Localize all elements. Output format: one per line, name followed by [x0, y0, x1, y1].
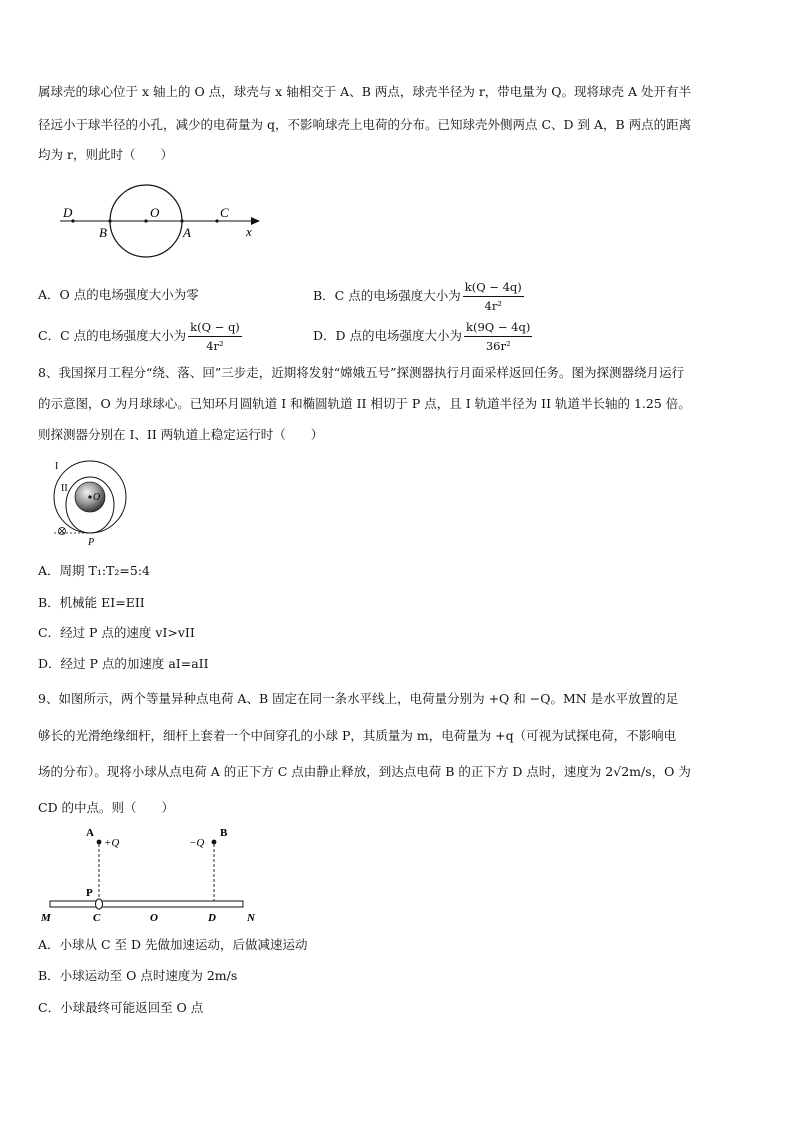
q7-label-A: A [183, 225, 191, 240]
q9-text-line-4: CD 的中点。则（ ） [38, 800, 175, 815]
q7-option-c-prefix: C．C 点的电场强度大小为 [38, 328, 187, 343]
q7-option-d-prefix: D．D 点的电场强度大小为 [313, 328, 463, 343]
q7-option-b [313, 278, 524, 315]
q9-label-D: D [208, 912, 216, 924]
q9-text-line-1: 9、如图所示，两个等量异种点电荷 A、B 固定在同一条水平线上，电荷量分别为 +Q 和 −Q。MN 是水平放置的足 [38, 691, 679, 706]
q8-text-line-2: 的示意图，O 为月球球心。已知环月圆轨道 I 和椭圆轨道 II 相切于 P 点，且 I 轨道半径为 II 轨道半长轴的 1.25 倍。 [38, 396, 691, 411]
q7-option-d-fraction: $\frac{k(9Q - 4q)}{\text{36r²}}$ [466, 320, 531, 353]
q7-option-c [38, 318, 242, 355]
q9-label-A: A [86, 827, 94, 839]
q9-label-O: O [150, 912, 158, 924]
q9-option-b: B．小球运动至 O 点时速度为 2m/s [38, 968, 238, 983]
q9-label-C: C [93, 912, 101, 924]
q8-label-I: I [55, 461, 59, 472]
q8-option-d: D．经过 P 点的加速度 aI=aII [38, 656, 209, 671]
q8-option-c: C．经过 P 点的速度 vI>vII [38, 625, 195, 640]
q7-label-D: D [63, 205, 73, 220]
q7-label-x: x [246, 224, 252, 239]
q8-label-P: P [88, 537, 95, 547]
q9-text-line-3: 场的分布）。现将小球从点电荷 A 的正下方 C 点由静止释放，到达点电荷 B 的正下方 D 点时，速度为 2√2m/s，O 为 [38, 764, 691, 779]
q8-label-O: O [93, 492, 101, 503]
q9-label-N: N [247, 912, 255, 924]
q9-label-P: P [86, 887, 93, 899]
q7-label-C: C [220, 205, 229, 220]
q9-text-line-2: 够长的光滑绝缘细杆，细杆上套着一个中间穿孔的小球 P，其质量为 m，电荷量为 +q（可视为试探电荷，不影响电 [38, 728, 677, 743]
q7-text-line-1: 属球壳的球心位于 x 轴上的 O 点，球壳与 x 轴相交于 A、B 两点，球壳半径为 r，带电量为 Q。现将球壳 A 处开有半 [38, 84, 691, 99]
q9-option-a: A．小球从 C 至 D 先做加速运动，后做减速运动 [38, 937, 308, 952]
q8-text-line-1: 8、我国探月工程分“绕、落、回”三步走，近期将发射“嫦娥五号”探测器执行月面采样返回任务。图为探测器绕月运行 [38, 365, 685, 380]
q7-text-line-2: 径远小于球半径的小孔，减少的电荷量为 q，不影响球壳上电荷的分布。已知球壳外侧两点 C、D 到 A，B 两点的距离 [38, 117, 692, 132]
q8-option-b: B．机械能 EI=EII [38, 595, 145, 610]
q9-option-c: C．小球最终可能返回至 O 点 [38, 1000, 204, 1015]
q9-label-plusQ: +Q [104, 837, 120, 849]
q7-option-a: A．O 点的电场强度大小为零 [38, 287, 199, 302]
q7-option-d [313, 318, 532, 355]
q8-option-a: A．周期 T₁:T₂=5:4 [38, 563, 150, 578]
q7-label-O: O [150, 205, 160, 220]
q7-label-B: B [99, 225, 107, 240]
q9-label-minusQ: −Q [189, 837, 205, 849]
q9-label-M: M [41, 912, 51, 924]
q8-text-line-3: 则探测器分别在 I、II 两轨道上稳定运行时（ ） [38, 427, 324, 442]
q7-option-b-prefix: B．C 点的电场强度大小为 [313, 288, 461, 303]
q8-label-II: II [61, 483, 68, 494]
q7-option-b-fraction: $\frac{k(Q - 4q)}{\text{4r²}}$ [464, 280, 522, 313]
q8-orbit-figure [50, 455, 140, 547]
q7-sphere-figure [55, 180, 270, 260]
q9-label-B: B [220, 827, 228, 839]
q7-text-line-3: 均为 r，则此时（ ） [38, 147, 173, 162]
q7-option-c-fraction: $\frac{k(Q - q)}{\text{4r²}}$ [190, 320, 240, 353]
q9-charges-figure [36, 822, 266, 927]
